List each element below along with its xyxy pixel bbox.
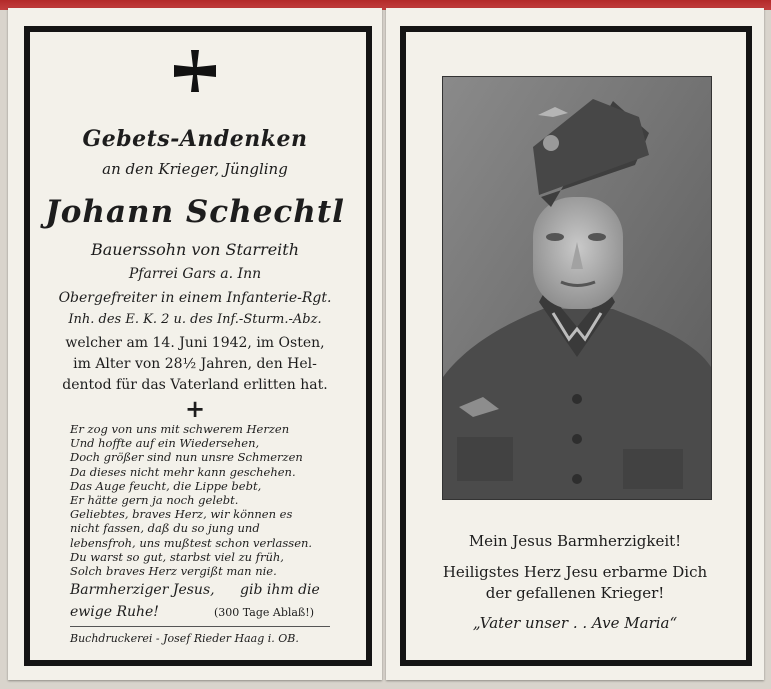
poem [70,422,360,578]
occupation: Bauerssohn von Starreith [90,240,300,259]
death-line-1: welcher am 14. Juni 1942, im Osten, [65,335,325,351]
prayer-line-c: ewige Ruhe! [70,604,159,620]
death-line-2: im Alter von 28½ Jahren, den Hel- [73,356,317,372]
card-title: Gebets-Andenken [82,126,308,152]
prayer-card-right-panel [386,8,764,680]
poem-line: Doch größer sind nun unsre Schmerzen [70,450,303,465]
invocation-line-3: der gefallenen Krieger! [485,584,665,602]
divider [70,626,330,627]
poem-line: Das Auge feucht, die Lippe bebt, [70,478,262,493]
rank-line-1: Obergefreiter in einem Infanterie-Rgt. [58,290,332,306]
prayer-line-a: Barmherziger Jesus, [70,582,215,598]
indulgence-note: (300 Tage Ablaß!) [214,606,314,619]
invocation-line-4: „Vater unser . . Ave Maria“ [472,614,678,632]
death-line-3: dentod für das Vaterland erlitten hat. [62,377,328,393]
invocation-line-1: Mein Jesus Barmherzigkeit! [468,532,682,550]
poem-line: Da dieses nicht mehr kann geschehen. [70,464,296,479]
poem-line: Er zog von uns mit schwerem Herzen [70,422,290,436]
poem-line: lebensfroh, uns mußtest schon verlassen. [70,535,313,550]
rank-line-2: Inh. des E. K. 2 u. des Inf.-Sturm.-Abz. [68,312,322,327]
poem-line: Du warst so gut, starbst viel zu früh, [70,549,284,564]
soldier-portrait-photo [442,76,712,500]
cross-symbol: + [184,394,206,423]
invocation-line-2: Heiligstes Herz Jesu erbarme Dich [442,563,708,581]
prayer-card-left-panel [8,8,382,680]
poem-line: Geliebtes, braves Herz, wir können es [70,507,293,522]
prayer-line-b: gib ihm die [240,582,320,598]
poem-line: nicht fassen, daß du so jung und [70,521,260,536]
card-subtitle: an den Krieger, Jüngling [102,160,288,178]
printer-credit: Buchdruckerei - Josef Rieder Haag i. OB. [70,632,299,645]
deceased-name: Johann Schechtl [45,194,345,230]
iron-cross-icon [172,48,218,94]
poem-line: Und hoffte auf ein Wiedersehen, [70,436,260,451]
poem-line: Er hätte gern ja noch gelebt. [70,493,239,508]
parish: Pfarrei Gars a. Inn [128,266,262,282]
poem-line: Solch braves Herz vergißt man nie. [70,564,277,579]
